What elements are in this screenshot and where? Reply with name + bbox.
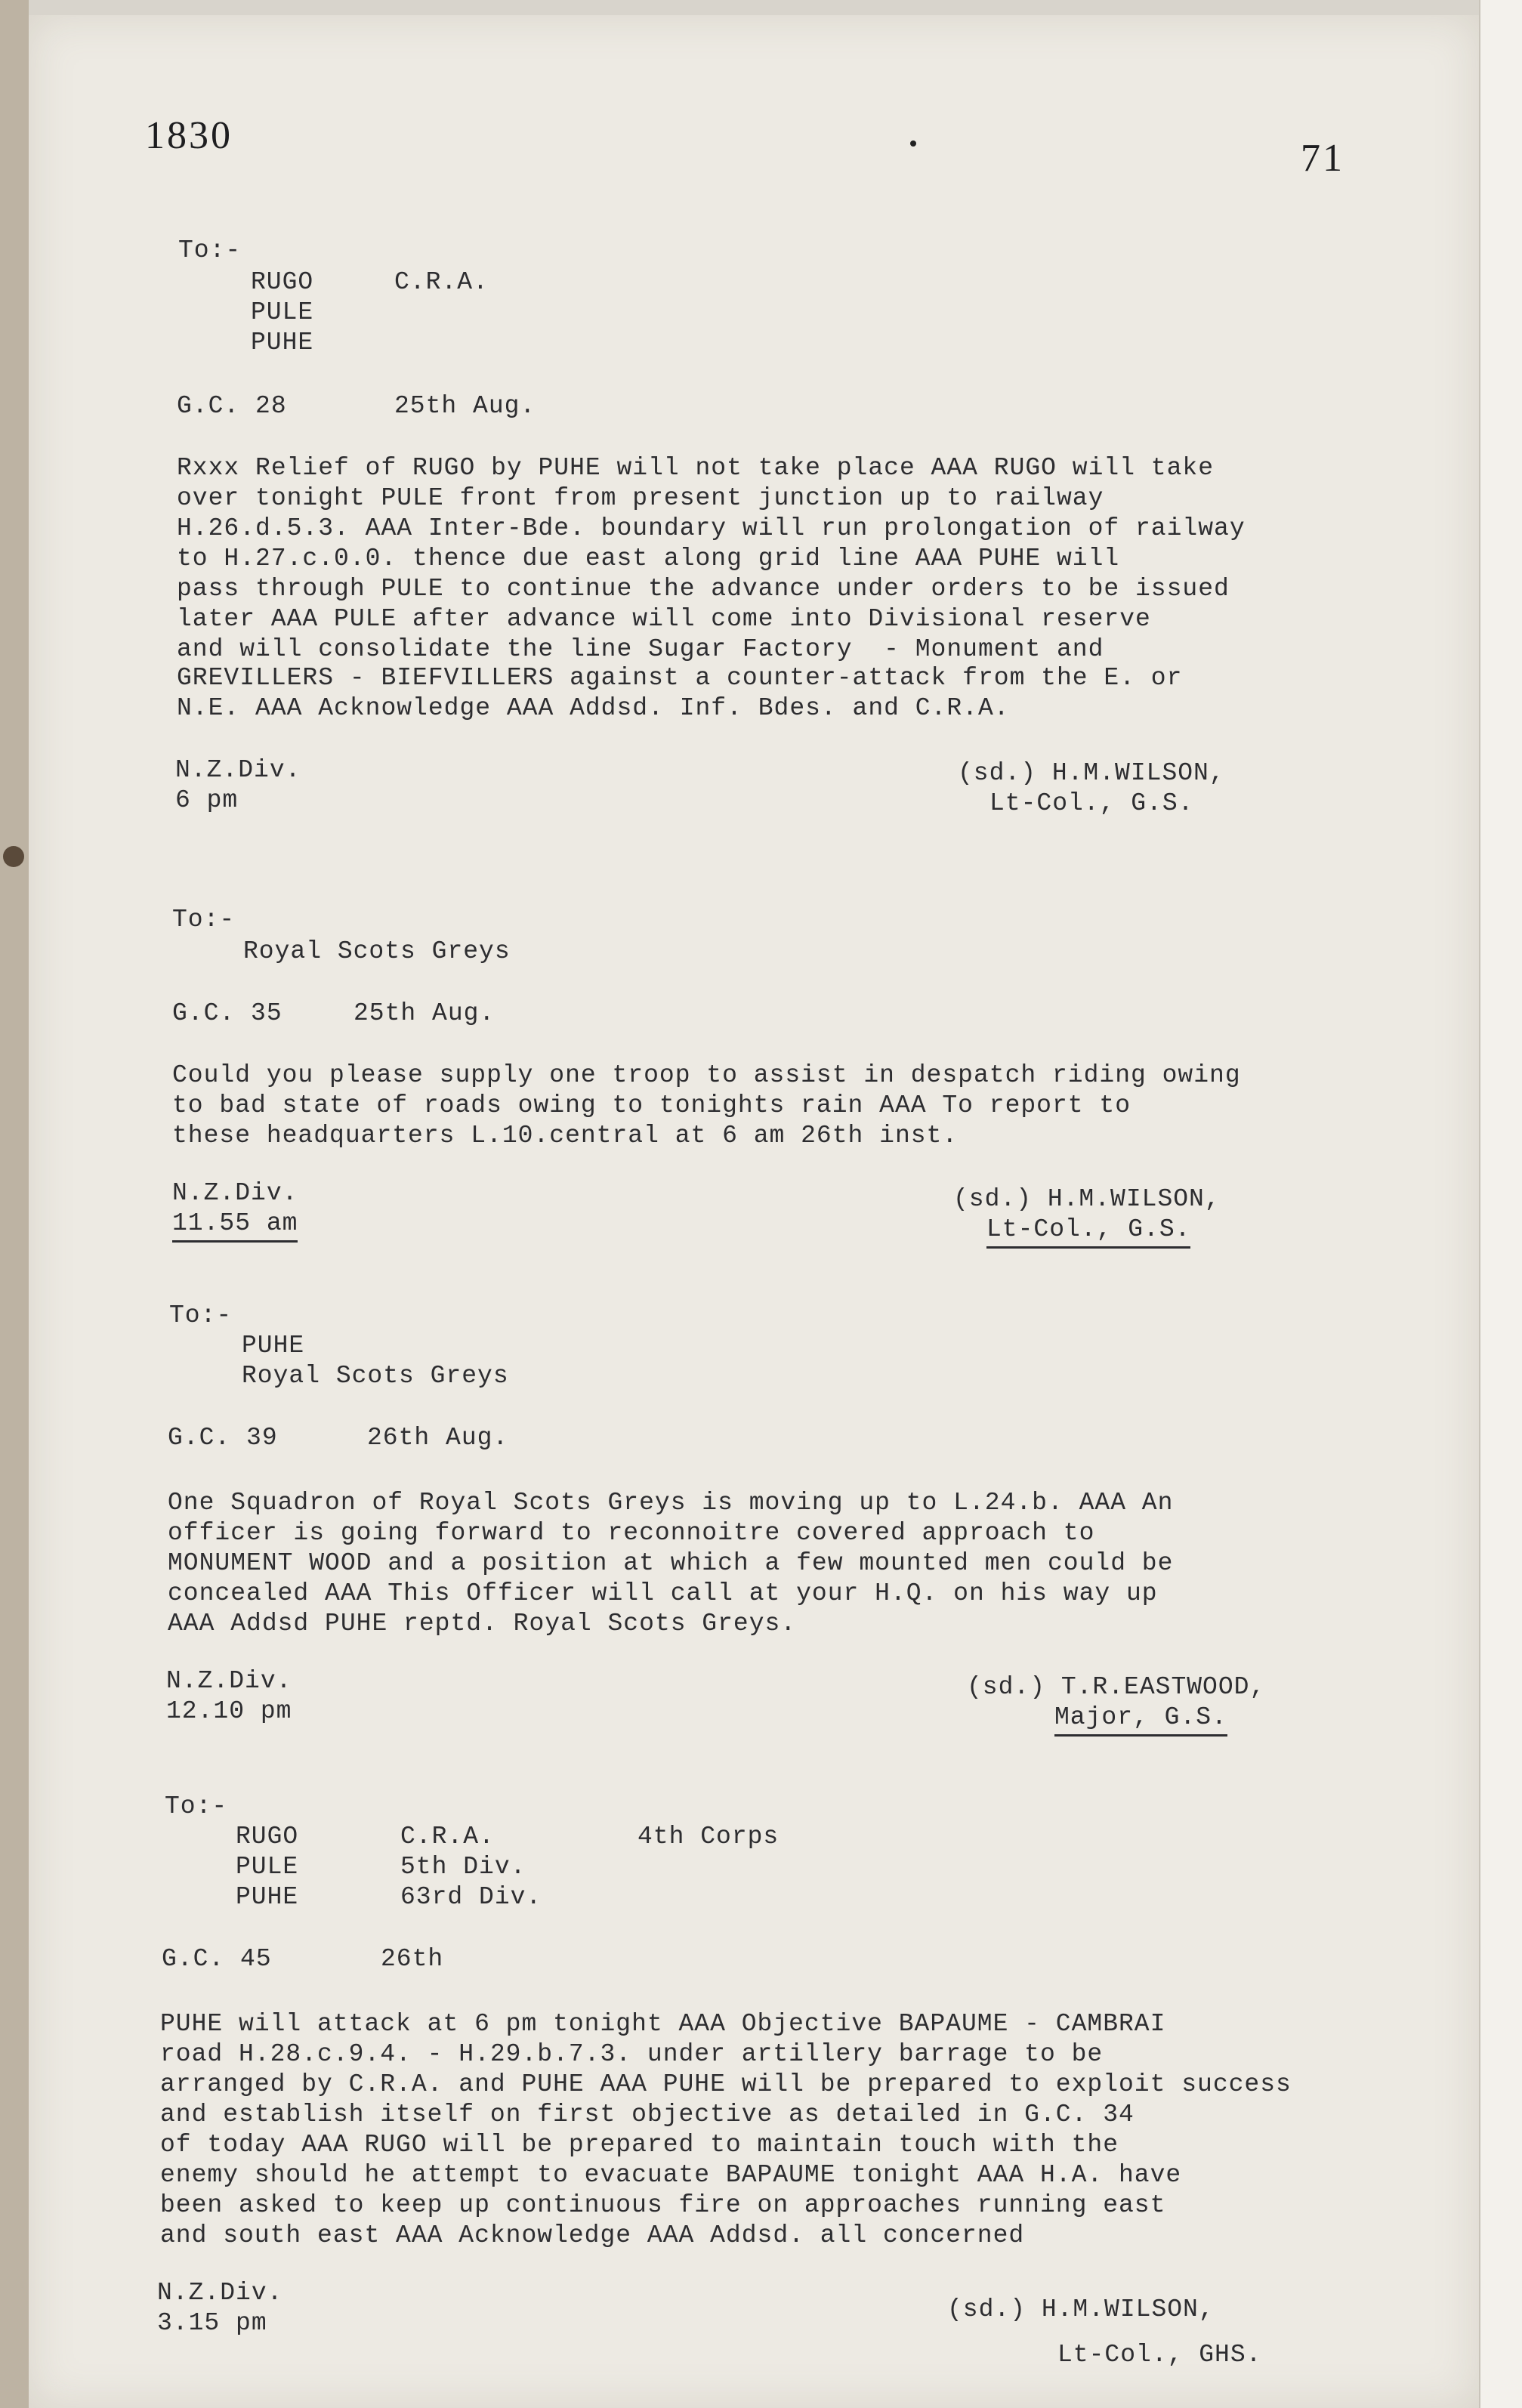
- message-ref: G.C. 39: [168, 1424, 278, 1452]
- body-line: of today AAA RUGO will be prepared to maintain touch with the: [160, 2131, 1119, 2159]
- to-label: To:-: [169, 1301, 233, 1329]
- body-line: N.E. AAA Acknowledge AAA Addsd. Inf. Bdes. and C.R.A.: [177, 694, 1010, 722]
- rank: Lt-Col., G.S.: [989, 789, 1194, 817]
- message-date: 26th Aug.: [367, 1424, 509, 1452]
- body-line: concealed AAA This Officer will call at your H.Q. on his way up: [168, 1579, 1158, 1607]
- body-line: over tonight PULE front from present junction up to railway: [177, 484, 1104, 512]
- recipient: 5th Div.: [400, 1853, 526, 1881]
- message-date: 26th: [381, 1945, 444, 1973]
- rank: Major, G.S.: [1054, 1703, 1227, 1737]
- body-line: One Squadron of Royal Scots Greys is moving up to L.24.b. AAA An: [168, 1489, 1174, 1517]
- punch-hole: [3, 846, 24, 867]
- body-line: Could you please supply one troop to assist in despatch riding owing: [172, 1061, 1241, 1089]
- recipient: Royal Scots Greys: [243, 937, 511, 965]
- recipient: PUHE: [236, 1883, 299, 1911]
- recipient: 63rd Div.: [400, 1883, 542, 1911]
- signature: (sd.) H.M.WILSON,: [958, 759, 1225, 787]
- signature: (sd.) H.M.WILSON,: [953, 1185, 1221, 1213]
- body-line: enemy should he attempt to evacuate BAPAUME tonight AAA H.A. have: [160, 2161, 1182, 2189]
- body-line: officer is going forward to reconnoitre covered approach to: [168, 1519, 1095, 1547]
- recipient: C.R.A.: [394, 268, 489, 296]
- message-date: 25th Aug.: [353, 999, 495, 1027]
- body-line: been asked to keep up continuous fire on approaches running east: [160, 2191, 1166, 2219]
- signature: (sd.) H.M.WILSON,: [947, 2295, 1215, 2323]
- body-line: Rxxx Relief of RUGO by PUHE will not take place AAA RUGO will take: [177, 454, 1215, 482]
- message-ref: G.C. 28: [177, 392, 287, 420]
- body-line: GREVILLERS - BIEFVILLERS against a counter-attack from the E. or: [177, 664, 1183, 692]
- body-line: arranged by C.R.A. and PUHE AAA PUHE will be prepared to exploit success: [160, 2070, 1292, 2098]
- recipient: 4th Corps: [638, 1823, 780, 1851]
- origin: N.Z.Div.: [157, 2279, 283, 2307]
- origin: N.Z.Div.: [166, 1667, 292, 1695]
- right-page-edge: [1479, 0, 1522, 2408]
- recipient: PUHE: [242, 1332, 305, 1360]
- body-line: MONUMENT WOOD and a position at which a few mounted men could be: [168, 1549, 1174, 1577]
- recipient: PULE: [251, 298, 314, 326]
- message-date: 25th Aug.: [394, 392, 536, 420]
- body-line: and establish itself on first objective as detailed in G.C. 34: [160, 2101, 1135, 2129]
- to-label: To:-: [178, 236, 242, 264]
- to-label: To:-: [172, 906, 236, 934]
- body-line: H.26.d.5.3. AAA Inter-Bde. boundary will run prolongation of railway: [177, 514, 1246, 542]
- body-line: PUHE will attack at 6 pm tonight AAA Objective BAPAUME - CAMBRAI: [160, 2010, 1166, 2038]
- body-line: later AAA PULE after advance will come into Divisional reserve: [177, 605, 1151, 633]
- body-line: AAA Addsd PUHE reptd. Royal Scots Greys.: [168, 1610, 797, 1638]
- recipient: PULE: [236, 1853, 299, 1881]
- time: 11.55 am: [172, 1209, 298, 1243]
- body-line: these headquarters L.10.central at 6 am 26th inst.: [172, 1122, 959, 1150]
- rank: Lt-Col., G.S.: [986, 1215, 1190, 1249]
- page-number: 71: [1301, 137, 1344, 180]
- time: 3.15 pm: [157, 2309, 267, 2337]
- ink-dot: [910, 140, 916, 147]
- body-line: and will consolidate the line Sugar Factory - Monument and: [177, 635, 1104, 663]
- time: 6 pm: [175, 786, 239, 814]
- file-number: 1830: [145, 114, 233, 157]
- body-line: and south east AAA Acknowledge AAA Addsd. all concerned: [160, 2221, 1025, 2249]
- recipient: RUGO: [251, 268, 314, 296]
- origin: N.Z.Div.: [172, 1179, 298, 1207]
- body-line: to H.27.c.0.0. thence due east along grid line AAA PUHE will: [177, 545, 1120, 573]
- body-line: pass through PULE to continue the advance under orders to be issued: [177, 575, 1230, 603]
- origin: N.Z.Div.: [175, 756, 301, 784]
- recipient: C.R.A.: [400, 1823, 495, 1851]
- recipient: PUHE: [251, 329, 314, 357]
- to-label: To:-: [165, 1792, 228, 1820]
- body-line: to bad state of roads owing to tonights rain AAA To report to: [172, 1091, 1131, 1119]
- recipient: Royal Scots Greys: [242, 1362, 509, 1390]
- message-ref: G.C. 45: [162, 1945, 272, 1973]
- rank: Lt-Col., GHS.: [1057, 2341, 1262, 2369]
- signature: (sd.) T.R.EASTWOOD,: [967, 1673, 1266, 1701]
- message-ref: G.C. 35: [172, 999, 282, 1027]
- recipient: RUGO: [236, 1823, 299, 1851]
- left-page-edge: [0, 0, 29, 2408]
- time: 12.10 pm: [166, 1697, 292, 1725]
- body-line: road H.28.c.9.4. - H.29.b.7.3. under artillery barrage to be: [160, 2040, 1104, 2068]
